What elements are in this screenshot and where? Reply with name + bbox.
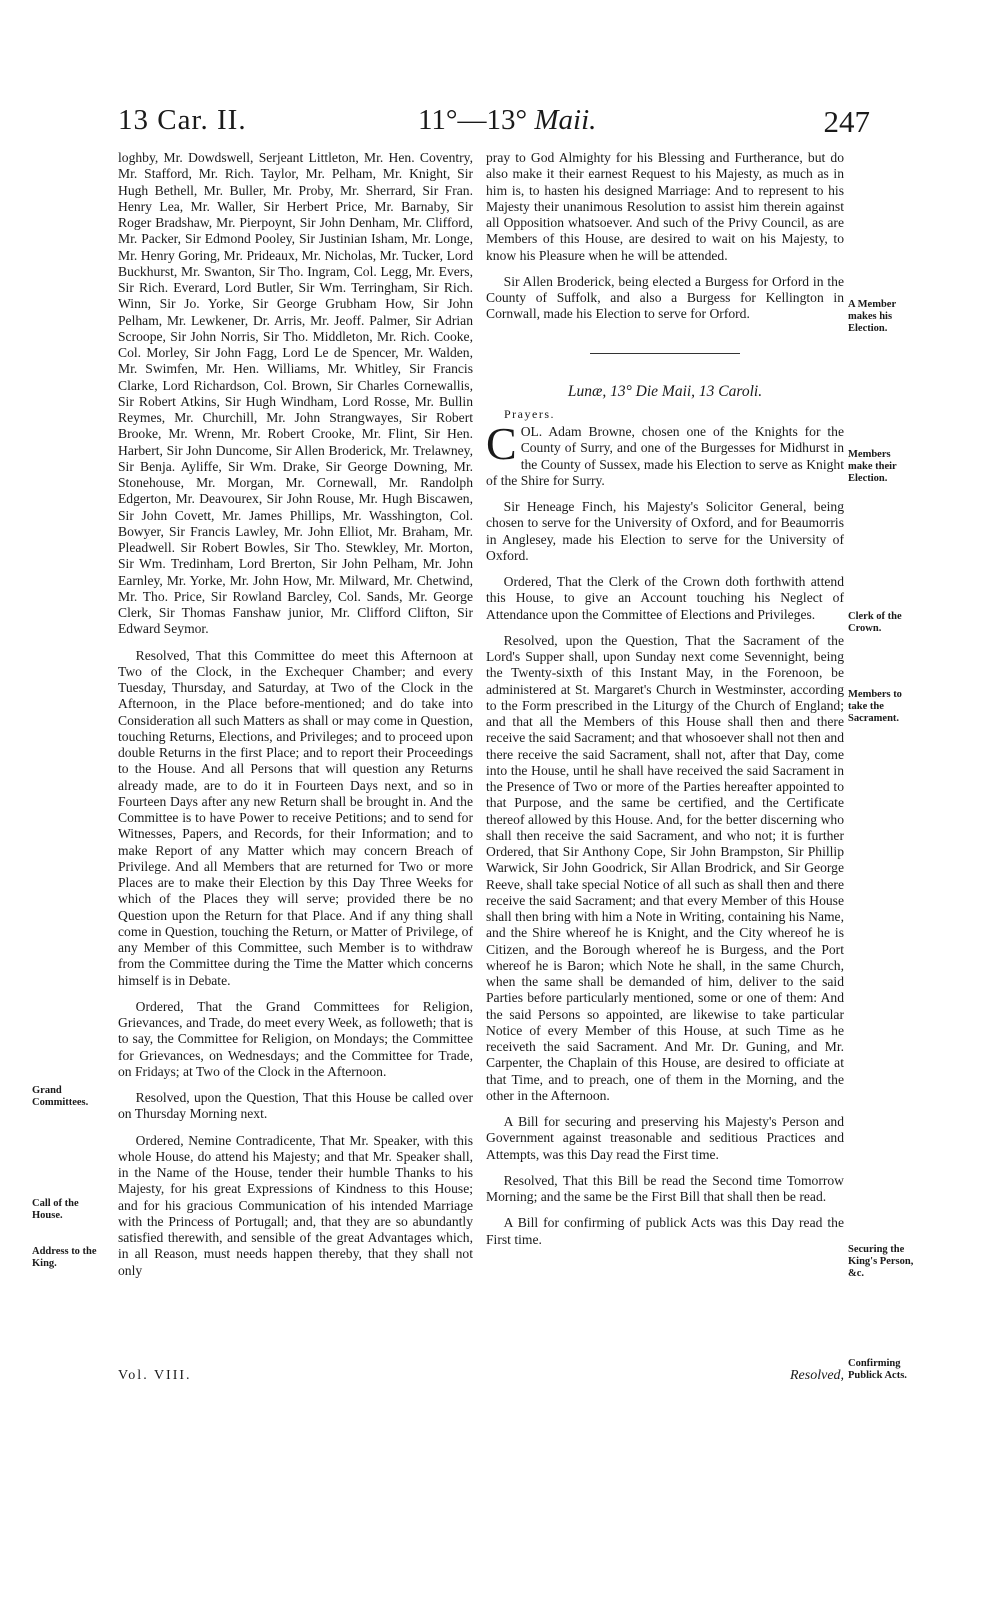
margin-note-address-to-king: Address to the King. — [32, 1246, 97, 1269]
header-regnal-year: 13 Car. II. — [118, 104, 247, 136]
header-date-range: 11°—13° — [418, 104, 528, 136]
committee-member-list: loghby, Mr. Dowdswell, Serjeant Littleton, Mr. Hen. Coventry, Mr. Stafford, Mr. Rich. Taylor, Mr. Pelham, Mr. Knight, Sir Hugh Bethell, Mr. Buller, Mr. Proby, Mr. Sherrard, Sir Fran. Henry Lea, Mr. Waller, Sir Herbert Price, Mr. Barnaby, Sir Roger Bradshaw, Mr. Pierpoynt, Sir John Denham, Mr. Clifford, Mr. Packer, Sir Edmond Pooley, Sir Justinian Isham, Mr. Longe, Mr. Henry Goring, Mr. Prideaux, Mr. Nicholas, Mr. Tucker, Lord Buckhurst, Mr. Swanton, Sir Tho. Ingram, Col. Legg, Mr. Evers, Sir Rich. Everard, Lord Butler, Sir Wm. Terringham, Sir Rich. Winn, Sir Jo. Yorke, Sir George Grubham How, Sir John Pelham, Mr. Lewkener, Dr. Arris, Mr. Jeoff. Palmer, Sir Adrian Scroope, Sir John Norris, Sir Tho. Middleton, Mr. Rich. Cooke, Col. Morley, Sir John Fagg, Lord Le de Spencer, Mr. Walden, Mr. Swimfen, Mr. Hen. Williams, Mr. Whitley, Sir Francis Clarke, Lord Richardson, Col. Brown, Sir Charles Cornewallis, Sir Robert Atkins, Sir Hugh Windham, Lord Rosse, Mr. Bullin Reymes, Mr. Churchill, Mr. John Strangwayes, Sir Robert Brooke, Mr. Wrenn, Mr. Robert Crooke, Mr. Flint, Sir Hen. Harbert, Sir John Duncome, Sir Allen Broderick, Mr. Trelawney, Sir Benja. Ayliffe, Sir Wm. Drake, Sir George Downing, Mr. Stonehouse, Mr. Morgan, Mr. Cornewall, Mr. Randolph Edgerton, Mr. Deavourex, Sir John Rouse, Mr. Hugh Biscawen, Sir John Covett, Mr. James Phillips, Mr. Wasshington, Col. Bowyer, Sir Francis Lawley, Mr. John Elliot, Mr. Braham, Mr. Pleadwell. Sir Robert Bowles, Sir Tho. Stewkley, Mr. Morton, Sir Wm. Tredinham, Lord Brerton, Sir John Pelham, Mr. John Earnley, Mr. Yorke, Mr. John How, Mr. Milward, Mr. Chetwind, Mr. Tho. Price, Sir Rowland Barcley, Col. Sands, Mr. George Clerk, Sir Thomas Fanshaw junior, Mr. Clifford Clifton, Sir Edward Seymor. — [118, 150, 473, 637]
bill-securing-paragraph: A Bill for securing and preserving his Majesty's Person and Government against treasonable and seditious Practices and Attempts, was this Day read the First time. — [486, 1114, 844, 1162]
grand-committees-paragraph: Ordered, That the Grand Committees for Religion, Grievances, and Trade, do meet every Week, as followeth; that is to say, the Committee for Religion, on Mondays; the Committee for Grievances, on Wednesdays; and the Committee for Trade, on Fridays; at Two of the Clock in the Afternoon. — [118, 998, 473, 1079]
bill-confirming-paragraph: A Bill for confirming of publick Acts was this Day read the First time. — [486, 1215, 844, 1247]
margin-note-confirming-acts: Confirming Publick Acts. — [848, 1358, 907, 1381]
call-of-house-paragraph: Resolved, upon the Question, That this House be called over on Thursday Morning next. — [118, 1090, 473, 1122]
header-dates — [418, 104, 596, 137]
finch-election-paragraph: Sir Heneage Finch, his Majesty's Solicitor General, being chosen to serve for the University of Oxford, and for Beaumorris in Anglesey, made his Election to serve for the University of Oxford. — [486, 499, 844, 563]
resolved-committee-paragraph: Resolved, That this Committee do meet this Afternoon at Two of the Clock, in the Exchequer Chamber; and every Tuesday, Thursday, and Saturday, at Two of the Clock in the Afternoon, in the Place before-mentioned; and do take into Consideration all such Matters as shall or may come in Question, touching Returns, Elections, and Privileges; and to proceed upon double Returns in the first Place; and to report their Proceedings to the House. And all Persons that will question any Returns already made, are to do it in Fourteen Days next, and so in Fourteen Days after any new Return shall be brought in. And the Committee is to have Power to receive Petitions; and to send for Witnesses, Papers, and Records, for their Information; and to make Report of any Matter which may concern Breach of Privilege. And all Members that are returned for Two or more Places are to make their Election by this Day Three Weeks for which of the Places they will serve; provided there be no Question upon the Return for that Place. And if any thing shall come in Question, touching the Return, or Matter of Privilege, of any Member of this Committee, such Member is to withdraw from the Committee during the Time the Matter which concerns himself is in Debate. — [118, 647, 473, 988]
left-column — [118, 150, 473, 1289]
broderick-election-paragraph: Sir Allen Broderick, being elected a Burgess for Orford in the County of Suffolk, and also a Burgess for Kellington in Cornwall, made his Election to serve for Orford. — [486, 273, 844, 322]
margin-note-members-election: Members make their Election. — [848, 449, 897, 484]
margin-note-member-election: A Member makes his Election. — [848, 299, 896, 334]
sacrament-paragraph: Resolved, upon the Question, That the Sacrament of the Lord's Supper shall, upon Sunday next come Sevennight, being the Twenty-sixth of this Instant May, in the Forenoon, be administered at St. Margaret's Church in Westminster, according to the Form prescribed in the Liturgy of the Church of England; and that all the Members of this House shall then and there receive the said Sacrament; and that whosoever shall not then and there receive the said Sacrament, shall not, after that Day, come into the House, until he shall have received the said Sacrament in the Presence of Two or more of the Parties hereafter appointed to that Purpose, and the same be certified, and the Certificate thereof allowed by this House. And, for the better discerning who shall then receive the said Sacrament, and who not; it is further Ordered, that Sir Anthony Cope, Sir John Brampston, Sir Phillip Warwick, Sir John Goodrick, Sir Allan Brodrick, and Sir George Reeve, shall take special Notice of all such as shall then and there receive the said Sacrament; and that every Member of this House shall then bring with him a Note in Writing, containing his Name, and the Shire whereof he is Knight, and the City whereof he is Citizen, and the Borough whereof he is Burgess, and the Port whereof he is Baron; which Note he shall, in the same Church, when the same shall be demanded of him, deliver to the said Parties before particularly mentioned, some or one of them: And the said Persons so appointed, are likewise to take particular Notice of every Member of this House, at such Time as he receiveth the said Sacrament. And Mr. Dr. Guning, and Mr. Carpenter, the Chaplain of this House, are desired to officiate at that Time, and to preach, one of them in the Morning, and the other in the Afternoon. — [486, 632, 844, 1103]
page-number: 247 — [823, 104, 870, 139]
margin-note-call-of-house: Call of the House. — [32, 1198, 79, 1221]
section-divider — [590, 353, 740, 354]
margin-note-clerk-of-crown: Clerk of the Crown. — [848, 611, 902, 634]
catchword: Resolved, — [790, 1368, 845, 1383]
drop-cap: C — [486, 418, 517, 469]
header-month: Maii. — [534, 104, 597, 136]
volume-label: Vol. VIII. — [118, 1368, 192, 1383]
clerk-of-crown-paragraph: Ordered, That the Clerk of the Crown doth forthwith attend this House, to give an Account touching his Neglect of Attendance upon the Committee of Elections and Privileges. — [486, 574, 844, 622]
browne-election-paragraph — [486, 418, 844, 489]
bill-second-reading-paragraph: Resolved, That this Bill be read the Second time Tomorrow Morning; and the same be the First Bill that shall then be read. — [486, 1172, 844, 1204]
margin-note-sacrament: Members to take the Sacrament. — [848, 689, 902, 724]
margin-note-grand-committees: Grand Committees. — [32, 1085, 89, 1108]
page-header — [118, 104, 870, 154]
day-heading: Lunæ, 13° Die Maii, 13 Caroli. — [567, 382, 763, 400]
address-continuation: pray to God Almighty for his Blessing and Furtherance, but do also make it their earnest Request to his Majesty, as much as in him is, to hasten his designed Marriage: And to represent to his Majesty their unanimous Resolution to assist him therein against all Opposition whatsoever. And such of the Privy Council, as are Members of this House, are desired to wait on his Majesty, to know his Pleasure when he will be attended. — [486, 150, 844, 263]
browne-election-text: OL. Adam Browne, chosen one of the Knights for the County of Surry, and one of the Burgesses for Midhurst in the County of Sussex, made his Election to serve as Knight of the Shire for Surry. — [486, 424, 844, 488]
address-to-king-paragraph: Ordered, Nemine Contradicente, That Mr. Speaker, with this whole House, do attend his Majesty; and that Mr. Speaker shall, in the Name of the House, tender their humble Thanks to his Majesty, for his great Expressions of Kindness to this House; and for his gracious Communication of his intended Marriage with the Princess of Portugall; and, that they are so abundantly satisfied therewith, and sensible of the great Advantages which, in all Reason, must needs happen thereby, that they shall not only — [118, 1132, 473, 1278]
right-column — [486, 150, 844, 1258]
margin-note-securing-king: Securing the King's Person, &c. — [848, 1244, 914, 1279]
prayers-label: Prayers. — [504, 406, 555, 421]
